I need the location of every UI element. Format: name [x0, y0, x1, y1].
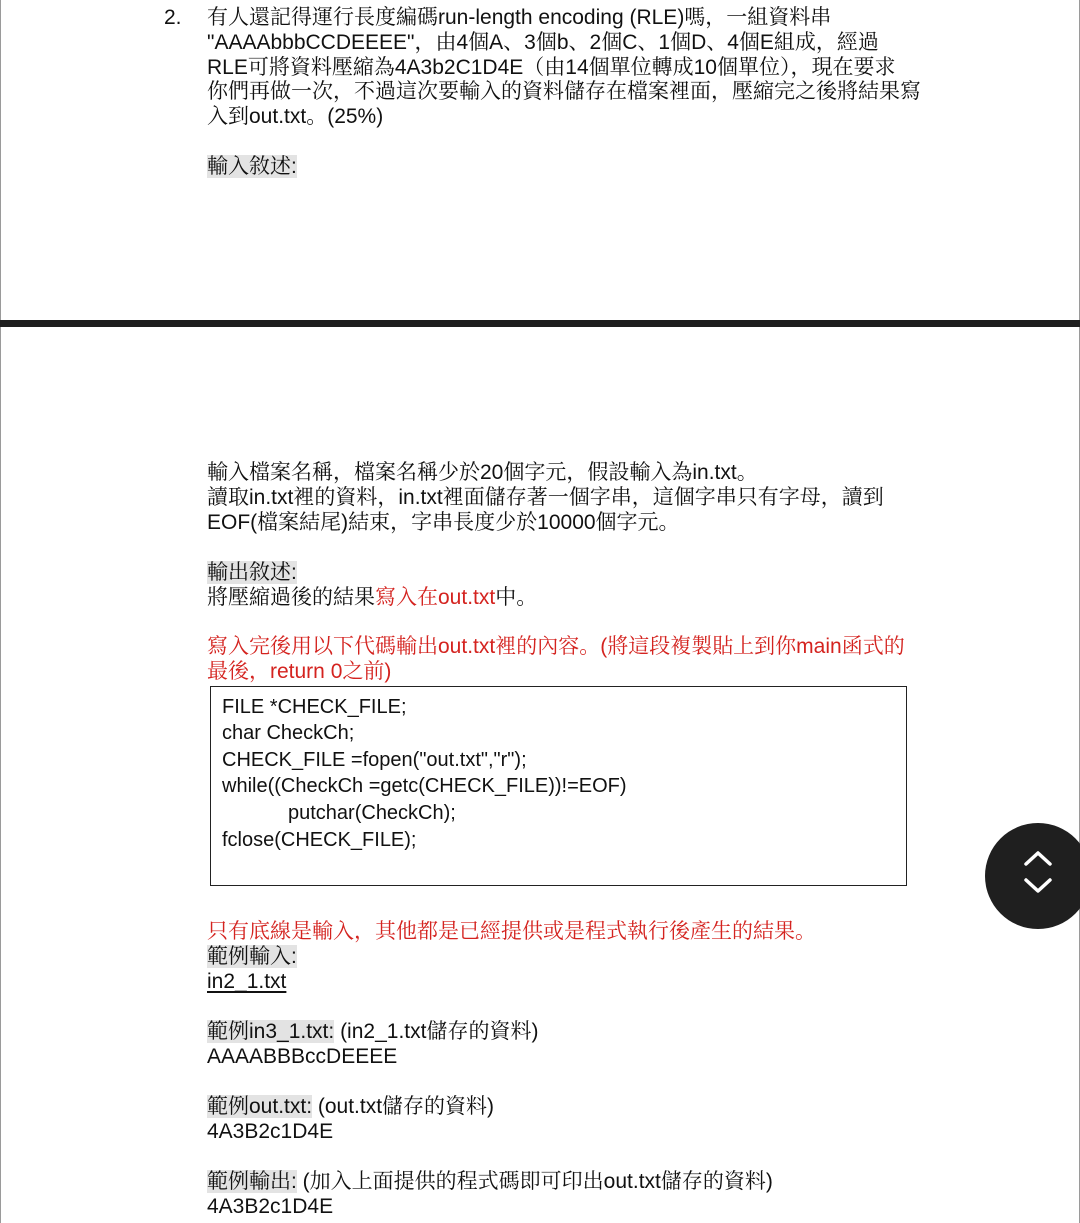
chevron-up-icon[interactable] [1023, 849, 1053, 867]
example-input-label: 範例輸入: [207, 945, 297, 968]
example-print-label: 範例輸出: [207, 1170, 297, 1193]
output-desc-suffix: 中。 [495, 586, 538, 609]
input-desc-line: EOF(檔案結尾)結束，字串長度少於10000個字元。 [207, 511, 680, 534]
example-in-value: AAAABBBccDEEEE [207, 1045, 398, 1068]
example-input-value: in2_1.txt [207, 970, 287, 993]
example-print-line [207, 1169, 773, 1194]
instruction-line: 寫入完後用以下代碼輸出out.txt裡的內容。(將這段複製貼上到你main函式的 [207, 635, 905, 658]
code-line: putchar(CheckCh); [288, 802, 456, 824]
question-text-line: 有人還記得運行長度編碼run-length encoding (RLE)嗎，一組資料串 [207, 6, 832, 29]
example-out-label: 範例out.txt: [207, 1095, 313, 1118]
input-desc-line: 輸入檔案名稱，檔案名稱少於20個字元，假設輸入為in.txt。 [207, 461, 758, 484]
output-desc-prefix: 將壓縮過後的結果 [207, 586, 375, 609]
code-line: FILE *CHECK_FILE; [222, 696, 407, 718]
example-out-value: 4A3B2c1D4E [207, 1120, 334, 1143]
code-line: fclose(CHECK_FILE); [222, 829, 417, 851]
page-divider [0, 320, 1080, 327]
example-in-note: (in2_1.txt儲存的資料) [334, 1020, 539, 1043]
chevron-down-icon[interactable] [1023, 877, 1053, 895]
output-desc-highlight: 寫入在out.txt [375, 586, 496, 609]
example-out-note: (out.txt儲存的資料) [312, 1095, 495, 1118]
example-out-line [207, 1094, 494, 1119]
example-print-value: 4A3B2c1D4E [207, 1195, 334, 1218]
page-navigation-button[interactable] [985, 823, 1080, 929]
output-heading: 輸出敘述: [207, 561, 297, 584]
input-heading: 輸入敘述: [207, 155, 297, 178]
instruction-line: 最後，return 0之前) [207, 660, 392, 683]
question-text-line: 入到out.txt。(25%) [207, 105, 384, 128]
code-line: char CheckCh; [222, 722, 355, 744]
question-number: 2. [164, 6, 182, 29]
example-print-note: (加入上面提供的程式碼即可印出out.txt儲存的資料) [296, 1170, 773, 1193]
code-line: CHECK_FILE =fopen("out.txt","r"); [222, 749, 527, 771]
example-note: 只有底線是輸入，其他都是已經提供或是程式執行後產生的結果。 [207, 920, 816, 943]
example-in-label: 範例in3_1.txt: [207, 1020, 335, 1043]
question-text-line: "AAAAbbbCCDEEEE"，由4個A、3個b、2個C、1個D、4個E組成，經過 [207, 31, 879, 54]
output-desc-line [207, 585, 537, 610]
example-in-line [207, 1019, 538, 1044]
input-desc-line: 讀取in.txt裡的資料，in.txt裡面儲存著一個字串，這個字串只有字母，讀到 [207, 486, 884, 509]
question-text-line: 你們再做一次，不過這次要輸入的資料儲存在檔案裡面，壓縮完之後將結果寫 [207, 80, 921, 103]
code-line: while((CheckCh =getc(CHECK_FILE))!=EOF) [222, 775, 627, 797]
question-text-line: RLE可將資料壓縮為4A3b2C1D4E（由14個單位轉成10個單位），現在要求 [207, 56, 896, 79]
